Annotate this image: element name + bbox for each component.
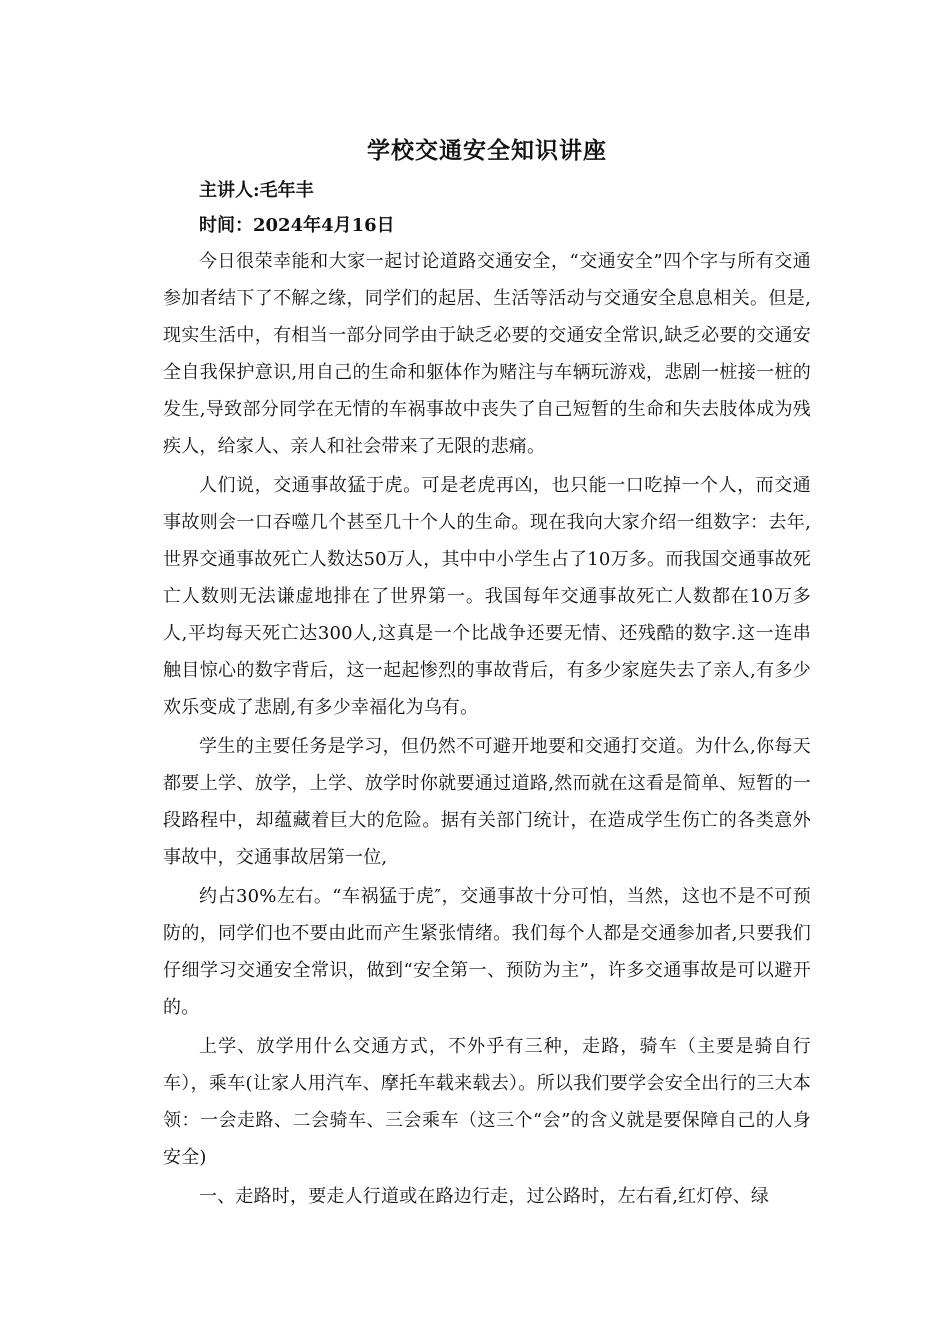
paragraph-1: 今日很荣幸能和大家一起讨论道路交通安全，“交通安全”四个字与所有交通参加者结下了不解之缘，同学们的起居、生活等活动与交通安全息息相关。但是,现实生活中，有相当一部分同学由于缺乏必要的交通安全常识,缺乏必要的交通安全自我保护意识,用自己的生命和躯体作为赌注与车辆玩游戏，悲剧一桩接一桩的发生,导致部分同学在无情的车祸事故中丧失了自己短暂的生命和失去肢体成为残疾人，给家人、亲人和社会带来了无限的悲痛。 (163, 251, 811, 457)
paragraph-6: 一、走路时，要走人行道或在路边行走，过公路时，左右看,红灯停、绿 (199, 1186, 770, 1207)
speaker-line: 主讲人:毛年丰 (199, 180, 314, 201)
paragraph-2: 人们说，交通事故猛于虎。可是老虎再凶，也只能一口吃掉一个人，而交通事故则会一口吞噬几个甚至几十个人的生命。现在我向大家介绍一组数字：去年,世界交通事故死亡人数达50万人，其中中小学生占了10万多。而我国交通事故死亡人数则无法谦虚地排在了世界第一。我国每年交通事故死亡人数都在10万多人,平均每天死亡达300人,这真是一个比战争还要无情、还残酷的数字.这一连串触目惊心的数字背后，这一起起惨烈的事故背后，有多少家庭失去了亲人,有多少欢乐变成了悲剧,有多少幸福化为乌有。 (163, 475, 811, 718)
document-title: 学校交通安全知识讲座 (367, 137, 607, 164)
paragraph-4: 约占30%左右。“车祸猛于虎″，交通事故十分可怕，当然，这也不是不可预防的，同学们也不要由此而产生紧张情绪。我们每个人都是交通参加者,只要我们仔细学习交通安全常识，做到“安全第一、预防为主”，许多交通事故是可以避开的。 (163, 886, 811, 1018)
document-body (163, 131, 811, 1217)
paragraph-3: 学生的主要任务是学习，但仍然不可避开地要和交通打交道。为什么,你每天都要上学、放学，上学、放学时你就要通过道路,然而就在这看是简单、短暂的一段路程中，却蕴藏着巨大的危险。据有关部门统计，在造成学生伤亡的各类意外事故中，交通事故居第一位, (163, 736, 811, 868)
date-line: 时间：2024年4月16日 (199, 215, 395, 236)
paragraph-5: 上学、放学用什么交通方式，不外乎有三种，走路，骑车（主要是骑自行车），乘车(让家人用汽车、摩托车载来载去）。所以我们要学会安全出行的三大本领：一会走路、二会骑车、三会乘车（这三个“会”的含义就是要保障自己的人身安全) (163, 1036, 811, 1168)
